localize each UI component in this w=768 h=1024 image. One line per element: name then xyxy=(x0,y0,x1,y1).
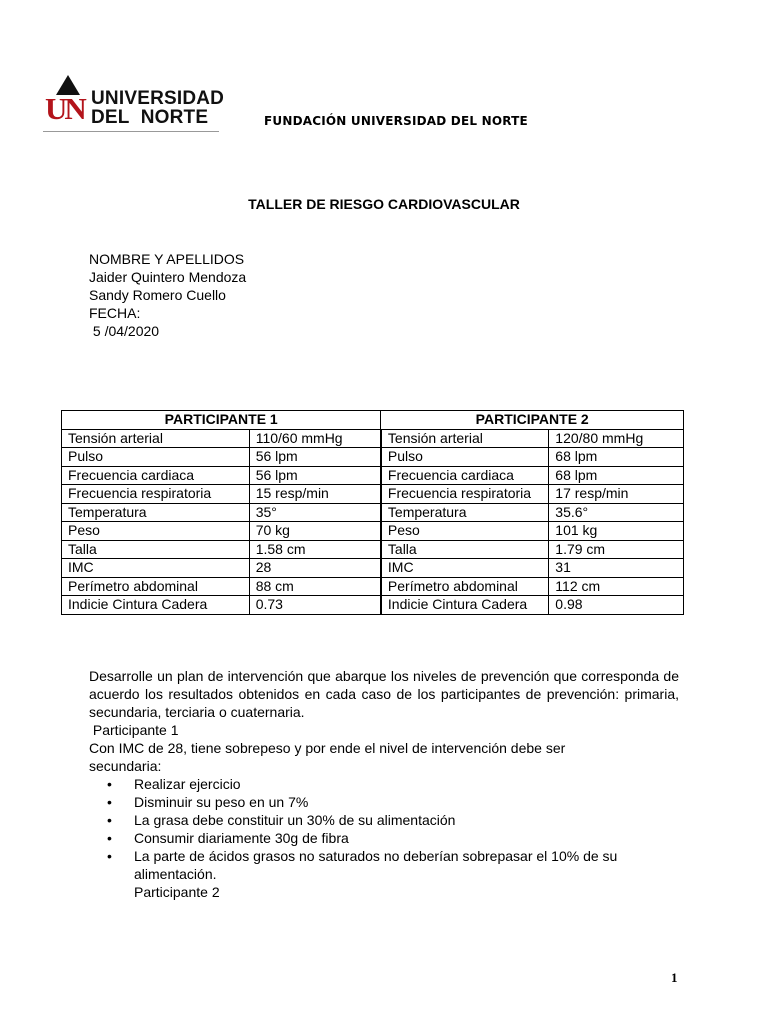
list-item xyxy=(107,775,679,793)
list-item-text: La grasa debe constituir un 30% de su alimentación xyxy=(134,812,456,828)
date-value: 5 /04/2020 xyxy=(89,323,160,339)
page-number: 1 xyxy=(671,970,678,985)
list-item xyxy=(107,829,679,847)
p1-parameter-cell: IMC xyxy=(62,559,250,578)
list-item-text: Consumir diariamente 30g de fibra xyxy=(134,830,349,846)
table-row xyxy=(62,522,684,541)
p1-parameter-cell: Frecuencia respiratoria xyxy=(62,485,250,504)
logo-underline xyxy=(43,131,219,132)
p2-parameter-cell: IMC xyxy=(381,559,549,578)
foundation-name: FUNDACIÓN UNIVERSIDAD DEL NORTE xyxy=(264,114,528,128)
document-title: TALLER DE RIESGO CARDIOVASCULAR xyxy=(248,196,520,212)
participant-1-label: Participante 1 xyxy=(89,722,179,738)
table-row xyxy=(62,485,684,504)
p2-parameter-cell: Perímetro abdominal xyxy=(381,577,549,596)
participants-table xyxy=(61,410,684,615)
participant-1-text-line-1: Con IMC de 28, tiene sobrepeso y por ende el nivel de intervención debe ser xyxy=(89,740,566,756)
intro-paragraph: Desarrolle un plan de intervención que abarque los niveles de prevención que corresponda de acuerdo los resultados obtenidos en cada caso de los participantes de prevención: primaria, secundaria, terciaria o cuaternaria. xyxy=(89,668,679,720)
p1-value-cell: 28 xyxy=(249,559,381,578)
participant-2-label: Participante 2 xyxy=(134,884,220,900)
student-name-2: Sandy Romero Cuello xyxy=(89,287,226,303)
p2-parameter-cell: Talla xyxy=(381,540,549,559)
p1-value-cell: 0.73 xyxy=(249,596,381,615)
list-item xyxy=(107,847,679,883)
p1-value-cell: 1.58 cm xyxy=(249,540,381,559)
p1-value-cell: 88 cm xyxy=(249,577,381,596)
recommendation-list xyxy=(89,775,679,883)
names-label: NOMBRE Y APELLIDOS xyxy=(89,251,245,267)
date-label: FECHA: xyxy=(89,305,141,321)
table-row xyxy=(62,429,684,448)
p1-parameter-cell: Pulso xyxy=(62,448,250,467)
bullet-icon: • xyxy=(107,812,112,828)
p2-parameter-cell: Pulso xyxy=(381,448,549,467)
header-participant-1: PARTICIPANTE 1 xyxy=(62,411,381,430)
p2-value-cell: 0.98 xyxy=(549,596,684,615)
p1-parameter-cell: Temperatura xyxy=(62,503,250,522)
table-row xyxy=(62,503,684,522)
p1-value-cell: 15 resp/min xyxy=(249,485,381,504)
p2-value-cell: 101 kg xyxy=(549,522,684,541)
p2-value-cell: 31 xyxy=(549,559,684,578)
bullet-icon: • xyxy=(107,776,112,792)
p1-parameter-cell: Indicie Cintura Cadera xyxy=(62,596,250,615)
table-row xyxy=(62,577,684,596)
p2-parameter-cell: Frecuencia cardiaca xyxy=(381,466,549,485)
table-body xyxy=(62,429,684,614)
p2-parameter-cell: Temperatura xyxy=(381,503,549,522)
university-logo xyxy=(43,75,225,133)
p1-value-cell: 56 lpm xyxy=(249,448,381,467)
table-row xyxy=(62,448,684,467)
p1-parameter-cell: Peso xyxy=(62,522,250,541)
intervention-section xyxy=(89,667,679,901)
p1-value-cell: 110/60 mmHg xyxy=(249,429,381,448)
bullet-icon: • xyxy=(107,848,112,864)
p1-value-cell: 35° xyxy=(249,503,381,522)
p2-value-cell: 17 resp/min xyxy=(549,485,684,504)
p2-parameter-cell: Frecuencia respiratoria xyxy=(381,485,549,504)
table-row xyxy=(62,596,684,615)
p2-parameter-cell: Tensión arterial xyxy=(381,429,549,448)
table-row xyxy=(62,540,684,559)
p2-value-cell: 68 lpm xyxy=(549,448,684,467)
list-item xyxy=(107,793,679,811)
p2-value-cell: 1.79 cm xyxy=(549,540,684,559)
p2-parameter-cell: Peso xyxy=(381,522,549,541)
header-participant-2: PARTICIPANTE 2 xyxy=(381,411,684,430)
list-item-text: La parte de ácidos grasos no saturados no deberían sobrepasar el 10% de su alimentación. xyxy=(134,848,618,882)
p1-value-cell: 70 kg xyxy=(249,522,381,541)
logo-line-2: DEL NORTE xyxy=(91,107,209,128)
logo-mark: UN xyxy=(45,91,84,126)
p2-value-cell: 112 cm xyxy=(549,577,684,596)
p2-value-cell: 35.6° xyxy=(549,503,684,522)
list-item xyxy=(107,811,679,829)
participant-1-text-line-2: secundaria: xyxy=(89,758,162,774)
bullet-icon: • xyxy=(107,794,112,810)
table-header-row xyxy=(62,411,684,430)
student-info xyxy=(89,250,246,340)
p1-parameter-cell: Perímetro abdominal xyxy=(62,577,250,596)
p1-value-cell: 56 lpm xyxy=(249,466,381,485)
p2-parameter-cell: Indicie Cintura Cadera xyxy=(381,596,549,615)
list-item-text: Realizar ejercicio xyxy=(134,776,241,792)
p1-parameter-cell: Tensión arterial xyxy=(62,429,250,448)
p1-parameter-cell: Talla xyxy=(62,540,250,559)
p2-value-cell: 120/80 mmHg xyxy=(549,429,684,448)
table-row xyxy=(62,466,684,485)
logo-line-1: UNIVERSIDAD xyxy=(91,88,225,109)
p2-value-cell: 68 lpm xyxy=(549,466,684,485)
student-name-1: Jaider Quintero Mendoza xyxy=(89,269,247,285)
table-row xyxy=(62,559,684,578)
bullet-icon: • xyxy=(107,830,112,846)
p1-parameter-cell: Frecuencia cardiaca xyxy=(62,466,250,485)
list-item-text: Disminuir su peso en un 7% xyxy=(134,794,309,810)
